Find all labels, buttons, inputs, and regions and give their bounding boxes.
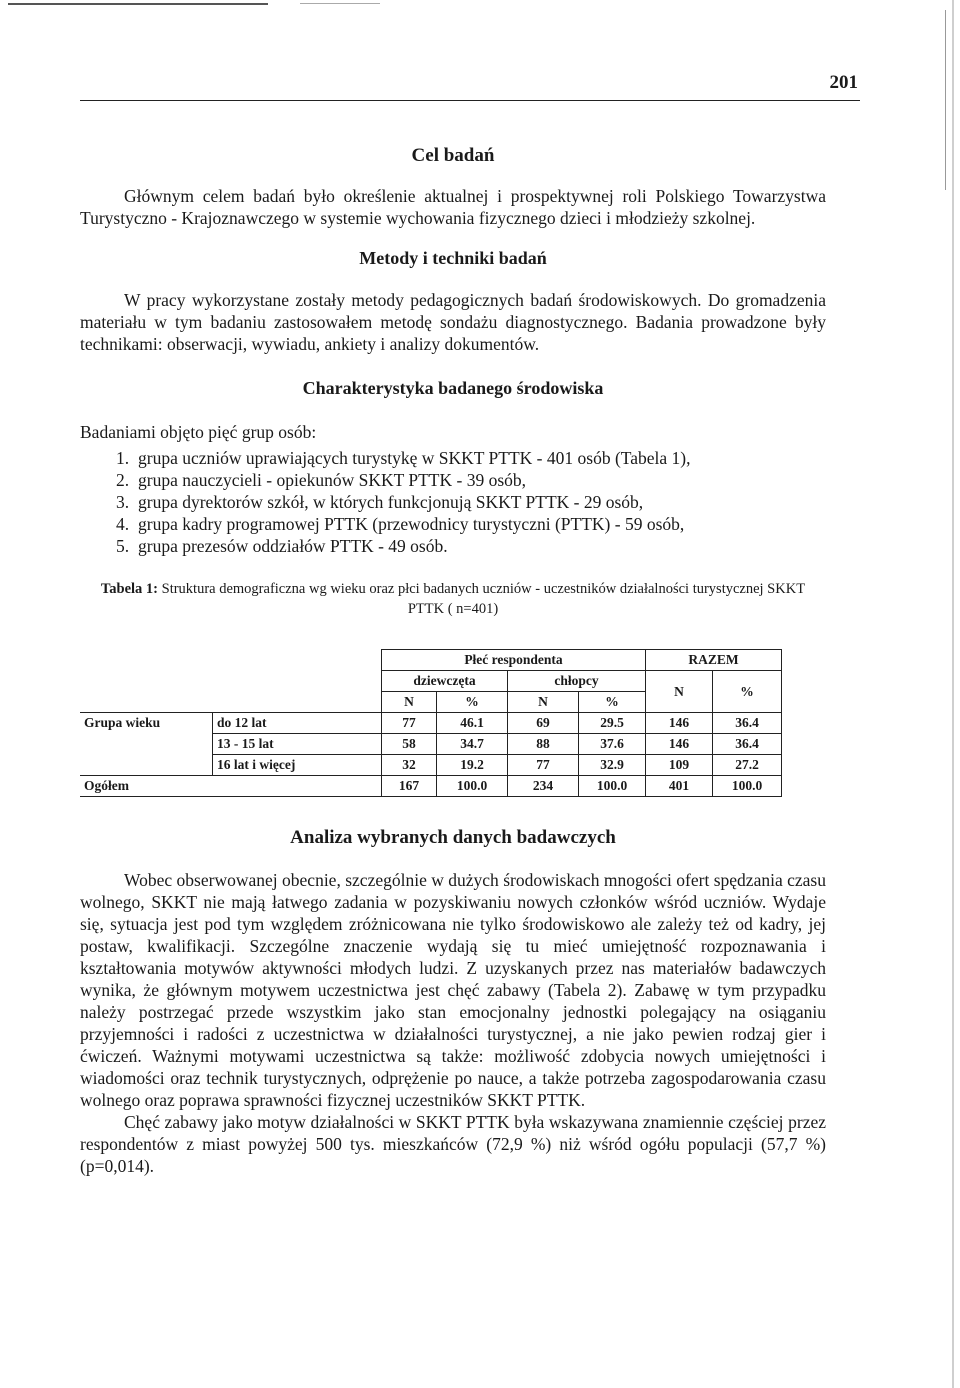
- table-caption-text: Struktura demograficzna wg wieku oraz płci badanych uczniów - uczestników działalności turystycznej SKKT PTTK ( n=401): [161, 581, 806, 617]
- header-total-n: N: [646, 671, 713, 713]
- cell: 58: [382, 734, 437, 755]
- table-row-total: [80, 776, 782, 797]
- header-boys: chłopcy: [508, 671, 646, 692]
- list-item-number: 5.: [116, 536, 130, 556]
- cell: 36.4: [713, 734, 782, 755]
- total-label: Ogółem: [80, 776, 213, 797]
- cell: 32: [382, 755, 437, 776]
- list-item-text: grupa dyrektorów szkół, w których funkcjonują SKKT PTTK - 29 osób,: [138, 492, 644, 512]
- header-girls-pct: %: [437, 692, 508, 713]
- paragraph-analysis-1: Wobec obserwowanej obecnie, szczególnie w dużych środowiskach mnogości ofert spędzania czasu wolnego, SKKT nie mają łatwego zadania w pozyskiwaniu nowych członków wśród uczniów. Wydaje się, sytuacja jest pod tym względem zróżnicowana nie tylko środowiskowo ale zależy też od kadry, jej postaw, kwalifikacji. Szczególne znaczenie wydają się tu mieć umiejętność rozpoznawania i kształtowania motywów aktywności młodych ludzi. Z uzyskanych przez nas materiałów badawczych wynika, że głównym motywem uczestnictwa jest chęć zabawy (Tabela 2). Zabawę w tym przypadku należy postrzegać przede wszystkim jako stan emocjonalny jednostki polegający na osiąganiu przyjemności i radości z uczestnictwa w działalności turystycznej, a nie jako pewien rodzaj gier i ćwiczeń. Ważnymi motywami uczestnictwa są także: możliwość zdobycia nowych umiejętności i wiadomości oraz technik turystycznych, odprężenie po nauce, a także potrzeba zagospodarowania czasu wolnego oraz poprawa sprawności fizycznej uczestników SKKT PTTK.: [80, 870, 826, 1110]
- page-number: 201: [829, 72, 858, 93]
- cell: 27.2: [713, 755, 782, 776]
- paragraph-analysis-2: Chęć zabawy jako motyw działalności w SKKT PTTK była wskazywana znamiennie częściej przez respondentów z miast powyżej 500 tys. mieszkańców (72,9 %) niż wśród ogółu populacji (57,7 %) (p=0,014).: [80, 1112, 826, 1176]
- header-sex: Płeć respondenta: [382, 650, 646, 671]
- table-caption-label: Tabela 1:: [100, 581, 158, 597]
- cell: 19.2: [437, 755, 508, 776]
- list-item-text: grupa kadry programowej PTTK (przewodnicy turystyczni (PTTK) - 59 osób,: [138, 514, 685, 534]
- cell: 77: [382, 713, 437, 734]
- cell: 46.1: [437, 713, 508, 734]
- section-title-goal: Cel badań: [411, 145, 495, 166]
- cell: 36.4: [713, 713, 782, 734]
- age-cell: do 12 lat: [213, 713, 382, 734]
- row-group-label: Grupa wieku: [80, 713, 213, 734]
- header-girls-n: N: [382, 692, 437, 713]
- table-caption: [80, 579, 826, 619]
- list-item: [80, 491, 826, 513]
- demographics-table-wrap: [80, 649, 826, 799]
- cell: 29.5: [579, 713, 646, 734]
- list-item-text: grupa uczniów uprawiających turystykę w SKKT PTTK - 401 osób (Tabela 1),: [138, 448, 691, 468]
- scan-artifact-edge-inner: [945, 10, 946, 190]
- cell: 234: [508, 776, 579, 797]
- scan-artifact-top: [0, 0, 960, 8]
- header-total: RAZEM: [646, 650, 782, 671]
- header-girls: dziewczęta: [382, 671, 508, 692]
- cell: 100.0: [579, 776, 646, 797]
- cell: 77: [508, 755, 579, 776]
- age-cell: 13 - 15 lat: [213, 734, 382, 755]
- table-row: [80, 713, 782, 734]
- section-title-environment: Charakterystyka badanego środowiska: [302, 378, 604, 398]
- cell: 88: [508, 734, 579, 755]
- page-content: [80, 145, 826, 1177]
- paragraph-methods: W pracy wykorzystane zostały metody pedagogicznych badań środowiskowych. Do gromadzenia materiału w tym badaniu zastosowałem metodę sondażu diagnostycznego. Badania prowadzone były technikami: obserwacji, wywiadu, ankiety i analizy dokumentów.: [80, 290, 826, 354]
- list-item: [80, 513, 826, 535]
- cell: 32.9: [579, 755, 646, 776]
- paragraph-goal: Głównym celem badań było określenie aktualnej i prospektywnej roli Polskiego Towarzystwa Turystyczno - Krajoznawczego w systemie wychowania fizycznego dzieci i młodzieży szkolnej.: [80, 186, 826, 228]
- scan-artifact-edge: [952, 0, 954, 1388]
- header-boys-pct: %: [579, 692, 646, 713]
- list-item-text: grupa prezesów oddziałów PTTK - 49 osób.: [138, 536, 448, 556]
- list-item-text: grupa nauczycieli - opiekunów SKKT PTTK - 39 osób,: [138, 470, 527, 490]
- cell: 100.0: [437, 776, 508, 797]
- table-row: [80, 755, 782, 776]
- cell: 146: [646, 713, 713, 734]
- cell: 37.6: [579, 734, 646, 755]
- paragraph-environment-intro: Badaniami objęto pięć grup osób:: [80, 422, 317, 442]
- cell: 401: [646, 776, 713, 797]
- header-total-pct: %: [713, 671, 782, 713]
- header-rule: [80, 100, 860, 101]
- list-item-number: 2.: [116, 470, 130, 490]
- table-row: [80, 734, 782, 755]
- list-item: [80, 447, 826, 469]
- section-title-methods: Metody i techniki badań: [359, 248, 547, 268]
- section-title-analysis: Analiza wybranych danych badawczych: [290, 827, 616, 848]
- cell: 109: [646, 755, 713, 776]
- list-item-number: 4.: [116, 514, 130, 534]
- cell: 100.0: [713, 776, 782, 797]
- demographics-table: [80, 649, 782, 797]
- header-boys-n: N: [508, 692, 579, 713]
- list-item: [80, 535, 826, 557]
- cell: 146: [646, 734, 713, 755]
- list-item-number: 3.: [116, 492, 130, 512]
- list-item-number: 1.: [116, 448, 130, 468]
- cell: 34.7: [437, 734, 508, 755]
- cell: 167: [382, 776, 437, 797]
- cell: 69: [508, 713, 579, 734]
- age-cell: 16 lat i więcej: [213, 755, 382, 776]
- list-item: [80, 469, 826, 491]
- groups-list: [80, 447, 826, 557]
